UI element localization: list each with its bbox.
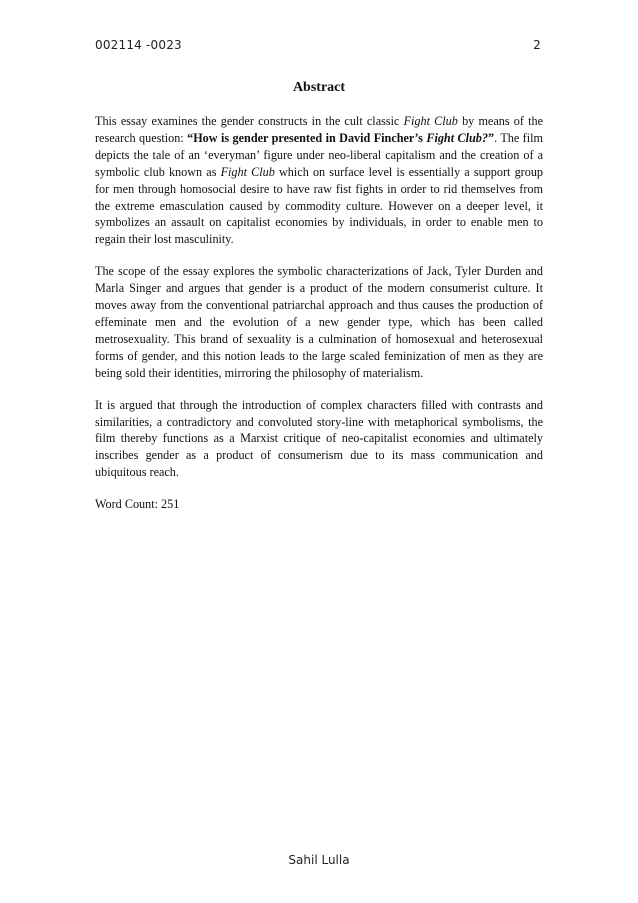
page-footer-author: Sahil Lulla <box>288 853 350 867</box>
film-title-italic: Fight Club <box>403 114 458 128</box>
word-count: Word Count: 251 <box>95 497 180 512</box>
abstract-body <box>95 113 543 528</box>
page-number: 2 <box>533 38 541 52</box>
paragraph-text: by means of the research question: <box>95 114 543 145</box>
research-question <box>187 131 494 145</box>
abstract-paragraph-1 <box>95 113 543 248</box>
abstract-heading: Abstract <box>292 80 346 95</box>
paragraph-text: which on surface level is essentially a support group for men through homosocial desire to have raw fist fights in order to rid themselves from the extreme emasculation caused by commodity culture. However on a deeper level, it symbolizes an assault on capitalist economies by individuals, in order to enable men to regain their lost masculinity. <box>95 164 544 247</box>
film-title-italic: Fight Club <box>220 164 275 179</box>
abstract-paragraph-3: It is argued that through the introduction of complex characters filled with contrasts and similarities, a contradictory and convoluted story-line with metaphorical symbolisms, the film thereby functions as a Marxist critique of neo-capitalist economies and ultimately inscribes gender as a product of consumerism due to its mass communication and ubiquitous reach. <box>95 397 543 480</box>
paragraph-text: . The film depicts the tale of an ‘everyman’ figure under neo-liberal capitalism and the creation of a symbolic club known as <box>95 130 543 179</box>
research-question-text: “How is gender presented in David Fincher’s <box>187 130 427 145</box>
abstract-paragraph-2: The scope of the essay explores the symbolic characterizations of Jack, Tyler Durden and Marla Singer and argues that gender is a product of the modern consumerist culture. It moves away from the conventional patriarchal approach and thus causes the production of effeminate men and the evolution of a new gender type, which has been called metrosexuality. This brand of sexuality is a culmination of homosexual and heterosexual forms of gender, and this notion leads to the large scaled feminization of men as they are being sold their identities, mirroring the philosophy of materialism. <box>95 264 543 380</box>
research-question-close-quote: ” <box>487 130 495 145</box>
research-question-film-title: Fight Club? <box>426 130 488 145</box>
page-header <box>95 38 543 52</box>
paragraph-text: This essay examines the gender constructs in the cult classic <box>95 114 404 128</box>
candidate-id: 002114 -0023 <box>95 38 182 52</box>
